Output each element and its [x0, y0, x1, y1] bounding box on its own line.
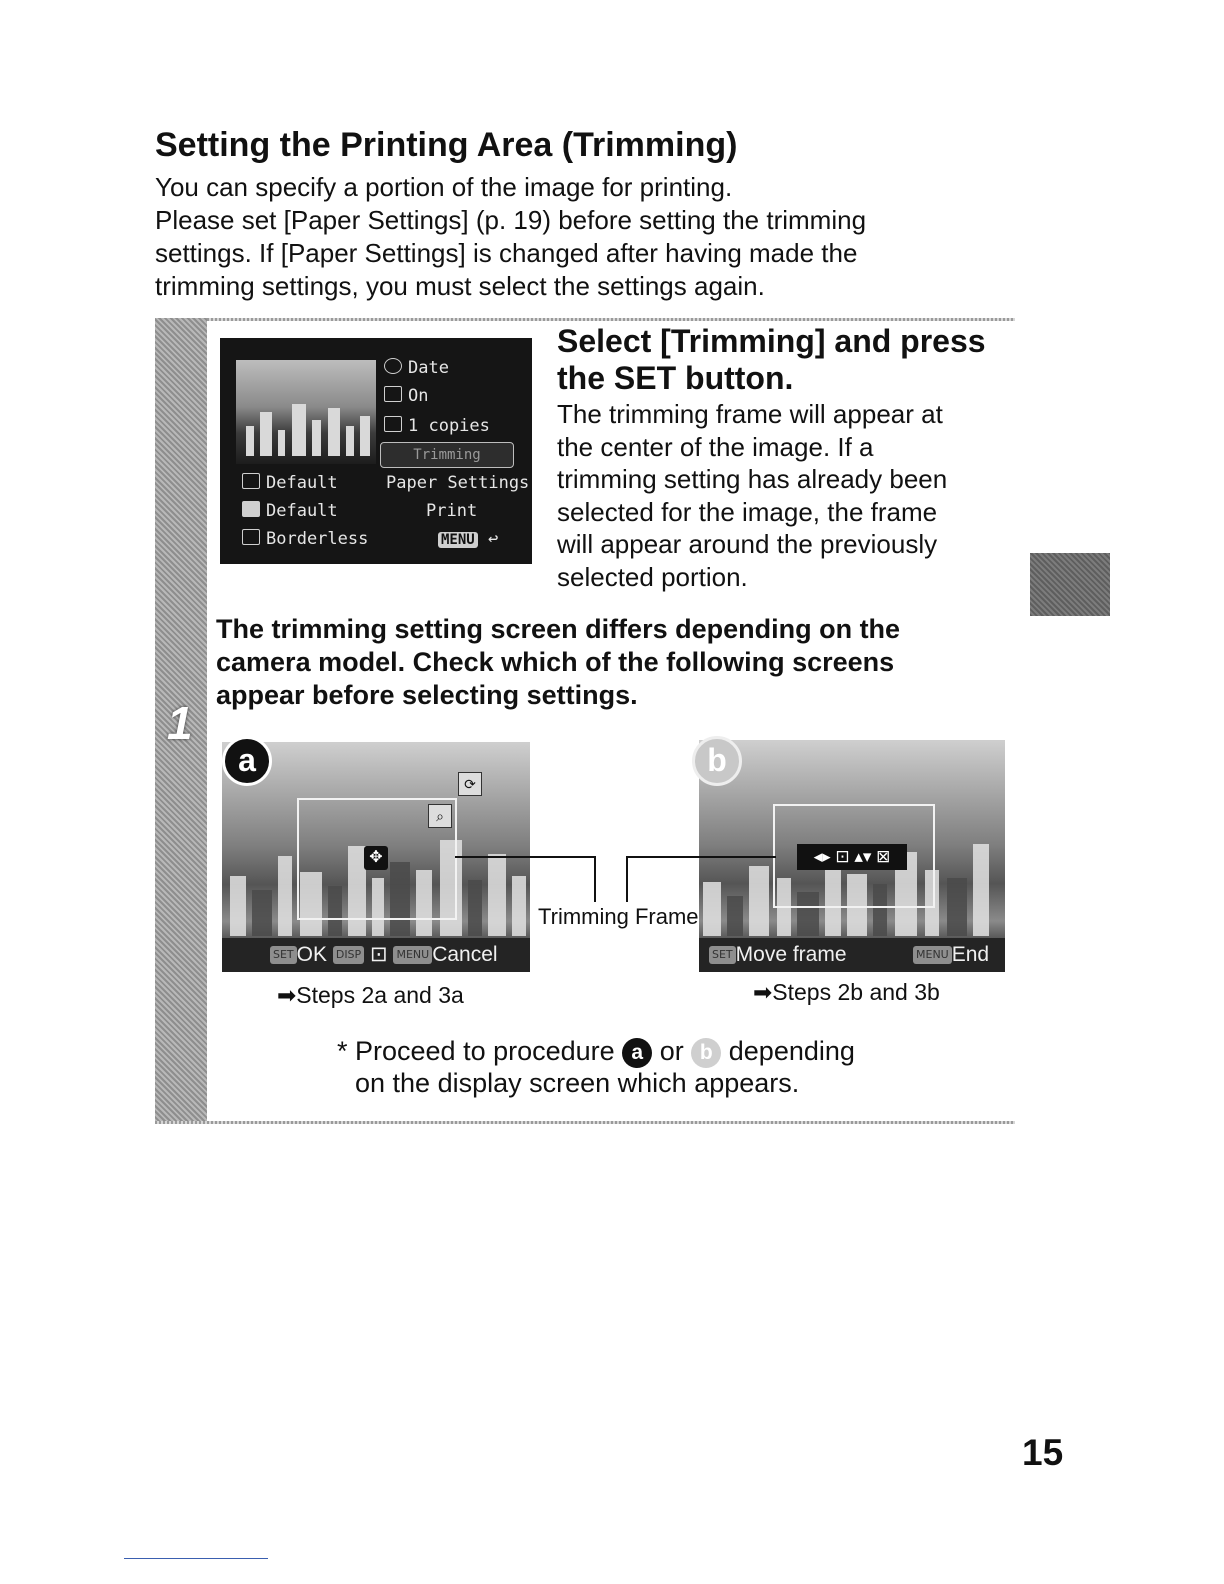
menu-item-paper-type: Default: [242, 501, 338, 521]
rotate-small-icon: ⊡: [364, 943, 394, 966]
page-number: 15: [1022, 1432, 1064, 1473]
cancel-label: Cancel: [432, 943, 498, 966]
menu-item-paper-settings: Paper Settings: [386, 473, 530, 493]
step-bar: [155, 318, 207, 1124]
intro-line: You can specify a portion of the image for printing.: [155, 172, 733, 202]
menu-key: MENU: [438, 532, 478, 548]
badge-b: b: [692, 736, 742, 786]
screen-a-bottom-bar: [222, 938, 530, 972]
return-icon: ↩: [487, 529, 499, 549]
end-label: End: [951, 943, 990, 966]
move-frame-label: Move frame: [735, 943, 847, 966]
step-body: The trimming frame will appear at the center of the image. If a trimming setting has already been selected for the image, the frame will appear around the previously selected portion.: [557, 399, 948, 592]
screen-b-bottom-bar: [699, 938, 1005, 972]
badge-b-inline: b: [691, 1038, 721, 1068]
trimming-frame-label: Trimming Frame: [538, 904, 699, 929]
arrow-icon: ➡: [277, 982, 297, 1008]
intro-line: Please set [Paper Settings] (p. 19) before setting the trimming: [155, 205, 867, 235]
layout-icon: [242, 529, 260, 545]
menu-return: [438, 529, 498, 549]
callout-line-b-drop: [626, 856, 628, 902]
footer-rule: [124, 1558, 268, 1559]
set-key: SET: [270, 946, 297, 964]
disp-key: DISP: [333, 946, 364, 964]
menu-item-paper-size: Default: [242, 473, 338, 493]
arrow-icon: ➡: [753, 979, 773, 1005]
callout-line-a-drop: [594, 856, 596, 902]
frame-controls-icons: ◂▸ ⊡ ▴▾ ⊠: [797, 844, 907, 870]
copies-icon: [384, 416, 402, 432]
ok-label: OK: [296, 943, 327, 966]
end-group: [913, 938, 989, 972]
model-note: The trimming setting screen differs depending on the camera model. Check which of the following screens appear before selecting settings.: [216, 614, 901, 710]
menu-key: MENU: [913, 946, 952, 964]
intro-line: settings. If [Paper Settings] is changed after having made the: [155, 238, 858, 268]
clock-icon: [384, 358, 402, 374]
menu-key: MENU: [393, 946, 432, 964]
file-number-icon: [384, 386, 402, 402]
step-number: 1: [167, 697, 193, 749]
section-title: Setting the Printing Area (Trimming): [155, 126, 738, 164]
footnote: * Proceed to procedure a or b depending on the display screen which appears.: [337, 1036, 855, 1098]
zoom-icon: ⌕: [428, 804, 452, 828]
menu-item-on: On: [384, 386, 428, 406]
chapter-side-tab: [1030, 553, 1110, 616]
steps-b-ref: ➡Steps 2b and 3b: [753, 979, 940, 1005]
step-heading: Select [Trimming] and press the SET button.: [557, 323, 986, 396]
callout-line-a: [455, 856, 595, 858]
set-key: SET: [709, 946, 736, 964]
camera-menu-screenshot: [220, 338, 532, 564]
menu-item-print: Print: [426, 501, 478, 521]
intro-line: trimming settings, you must select the settings again.: [155, 271, 765, 301]
move-arrows-icon: ✥: [364, 846, 388, 870]
badge-a: a: [222, 736, 272, 786]
menu-item-layout: Borderless: [242, 529, 368, 549]
menu-item-copies: 1 copies: [384, 416, 490, 436]
menu-item-trimming: Trimming: [380, 442, 514, 468]
image-thumbnail: [236, 360, 376, 464]
paper-size-icon: [242, 473, 260, 489]
menu-item-date: Date: [384, 358, 449, 378]
rotate-icon: ⟳: [458, 772, 482, 796]
steps-a-ref: ➡Steps 2a and 3a: [277, 982, 464, 1008]
callout-line-b: [626, 856, 776, 858]
top-rule: [155, 318, 1015, 321]
bottom-rule: [155, 1121, 1015, 1124]
paper-type-icon: [242, 501, 260, 517]
badge-a-inline: a: [622, 1038, 652, 1068]
